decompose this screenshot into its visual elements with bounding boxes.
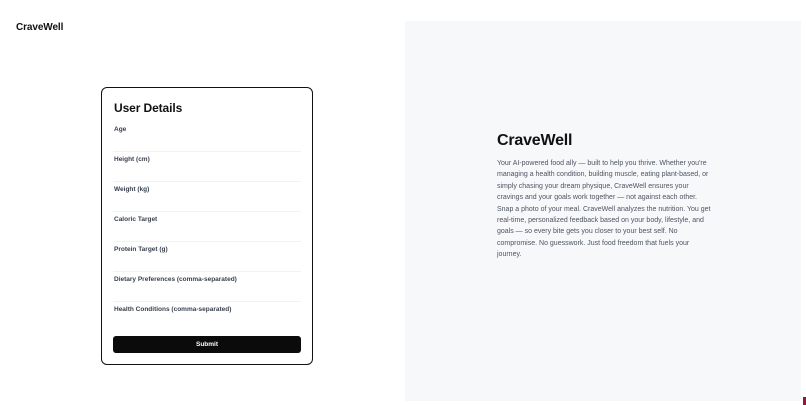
protein-target-input[interactable] xyxy=(113,256,301,270)
health-conditions-input[interactable] xyxy=(113,316,301,330)
info-description: Your AI-powered food ally — built to help you thrive. Whether you're managing a health condition, building muscle, eating plant-based, or simply chasing your dream physique, CraveWell ensures your cravings and your goals work together — not against each other. Snap a photo of your meal. CraveWell analyzes the nutrition. You get real-time, personalized feedback based on your body, lifestyle, and goals — so every bite gets you closer to your best self. No compromise. No guesswork. Just food freedom that fuels your journey. xyxy=(497,160,711,259)
caloric-target-field-group xyxy=(113,216,301,242)
height-label: Height (cm) xyxy=(114,156,150,163)
submit-button[interactable]: Submit xyxy=(113,336,301,353)
weight-label: Weight (kg) xyxy=(114,186,150,193)
health-conditions-field-group xyxy=(113,306,301,332)
info-panel xyxy=(405,21,801,401)
health-conditions-label: Health Conditions (comma-separated) xyxy=(114,306,232,313)
protein-target-field-group xyxy=(113,246,301,272)
height-input[interactable] xyxy=(113,166,301,180)
dietary-preferences-field-group xyxy=(113,276,301,302)
height-field-group xyxy=(113,156,301,182)
dietary-preferences-label: Dietary Preferences (comma-separated) xyxy=(114,276,237,283)
form-title: User Details xyxy=(114,101,183,115)
weight-input[interactable] xyxy=(113,196,301,210)
protein-target-label: Protein Target (g) xyxy=(114,246,168,253)
info-title: CraveWell xyxy=(497,132,573,149)
age-field-group xyxy=(113,126,301,152)
user-details-form xyxy=(101,87,313,365)
caloric-target-input[interactable] xyxy=(113,226,301,240)
weight-field-group xyxy=(113,186,301,212)
age-input[interactable] xyxy=(113,136,301,150)
dietary-preferences-input[interactable] xyxy=(113,286,301,300)
age-label: Age xyxy=(114,126,127,133)
brand-logo[interactable]: CraveWell xyxy=(16,22,64,33)
caloric-target-label: Caloric Target xyxy=(114,216,158,223)
